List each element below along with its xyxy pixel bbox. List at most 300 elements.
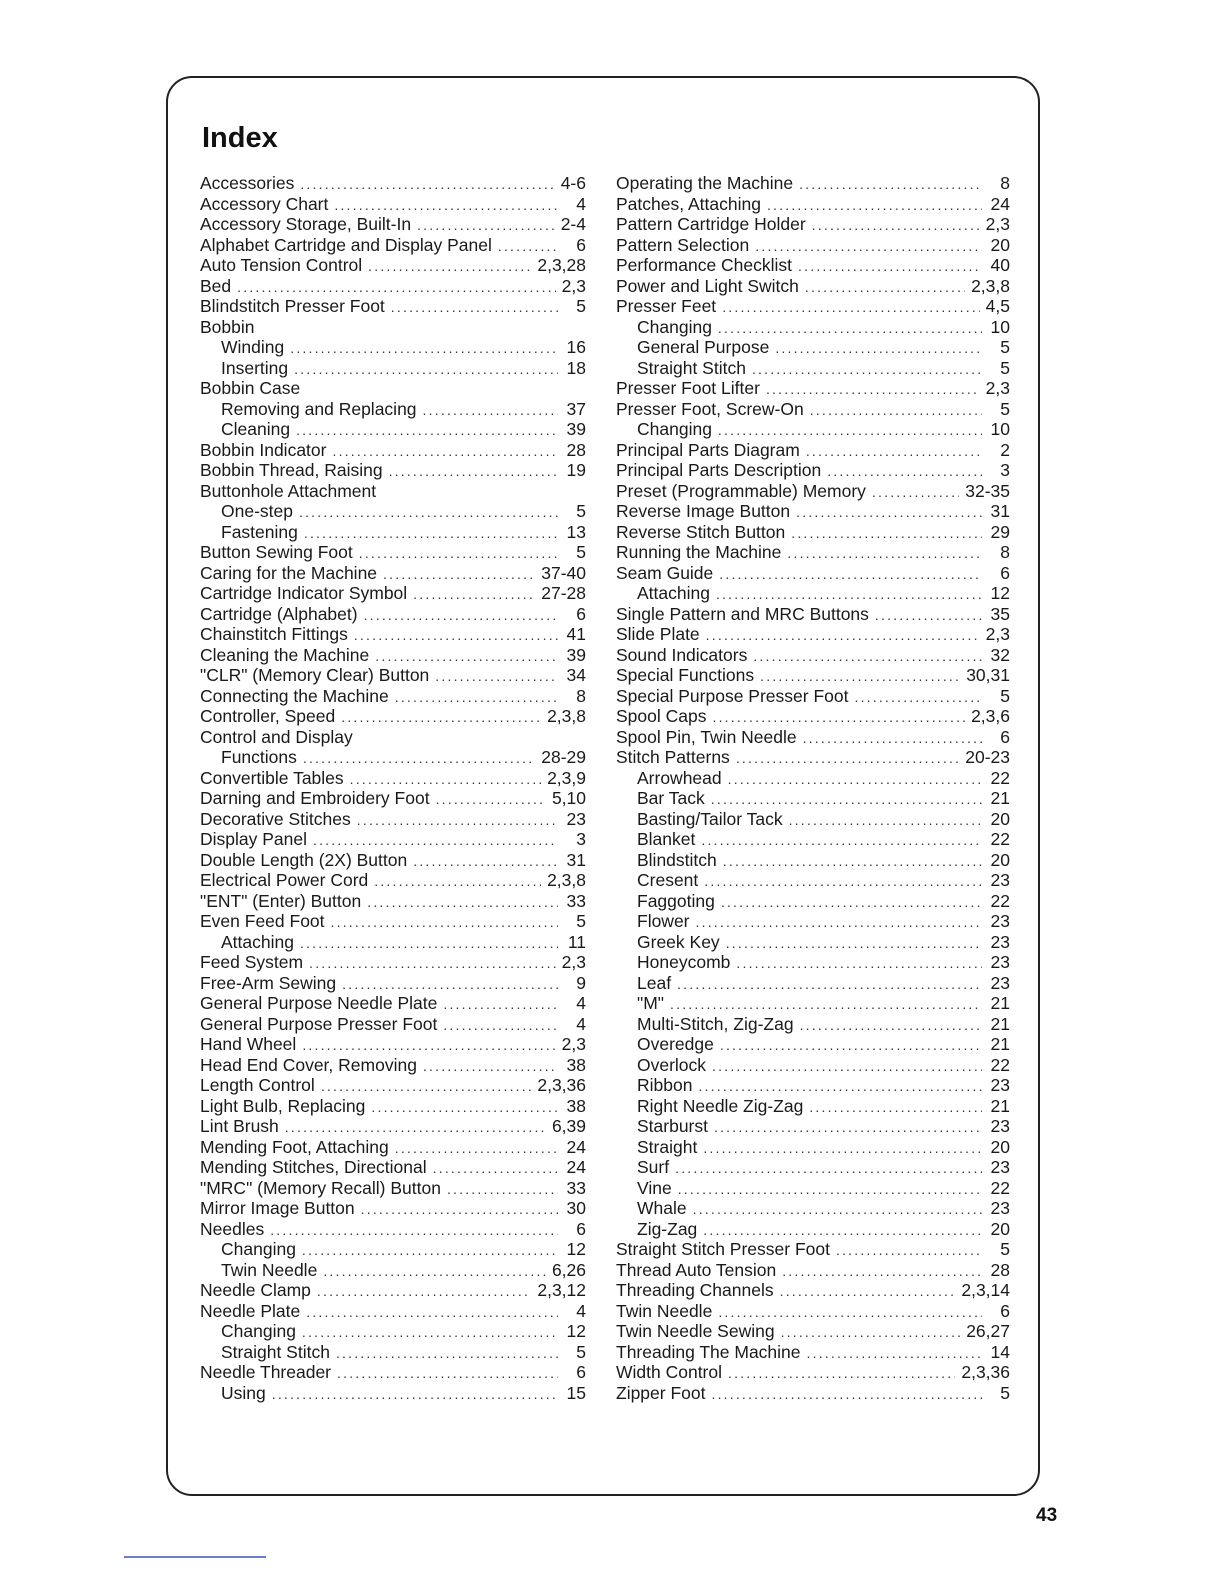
index-entry-page: 27-28 (541, 583, 586, 603)
index-entry-label: Blindstitch Presser Foot (200, 296, 385, 316)
index-entry-page: 12 (990, 583, 1010, 603)
index-entry (200, 829, 586, 850)
index-entry (616, 1280, 1010, 1301)
dot-leader (270, 1220, 558, 1241)
index-entry-page: 15 (566, 1382, 586, 1403)
dot-leader (807, 1343, 982, 1364)
index-entry-label: Needle Threader (200, 1362, 332, 1382)
index-entry-label: Blindstitch (637, 849, 717, 870)
index-entry (616, 522, 1010, 543)
index-entry (616, 686, 1010, 707)
index-entry (200, 276, 586, 297)
index-entry-page: 11 (567, 931, 586, 952)
index-entry (616, 624, 1010, 645)
index-entry-label: Control and Display (200, 726, 353, 747)
index-entry-page: 2 (1000, 439, 1010, 460)
index-entry-page: 5 (1000, 398, 1010, 419)
dot-leader (799, 174, 982, 195)
index-entry (200, 727, 586, 748)
index-entry-page: 39 (566, 419, 586, 439)
index-entry-label: Electrical Power Cord (200, 870, 369, 890)
index-entry-label: Controller, Speed (200, 706, 336, 726)
index-entry (200, 870, 586, 891)
index-subentry (200, 522, 586, 543)
dot-leader (375, 646, 558, 667)
index-entry-page: 6,39 (551, 1116, 586, 1136)
dot-leader (781, 1322, 961, 1343)
index-subentry (616, 973, 1010, 994)
dot-leader (736, 748, 959, 769)
index-entry (616, 563, 1010, 584)
index-entry (616, 296, 1010, 317)
index-entry (200, 1096, 586, 1117)
index-subentry (616, 583, 1010, 604)
index-entry (200, 1157, 586, 1178)
dot-leader (836, 1240, 982, 1261)
index-entry-page: 41 (566, 624, 586, 644)
dot-leader (337, 1363, 558, 1384)
index-subentry (200, 1260, 586, 1281)
index-subentry (616, 1198, 1010, 1219)
index-entry-label: Surf (637, 1157, 670, 1177)
index-entry-page: 4-6 (560, 173, 586, 193)
index-entry-page: 5 (576, 501, 586, 521)
index-entry-label: Light Bulb, Replacing (200, 1095, 366, 1116)
dot-leader (701, 830, 982, 851)
dot-leader (854, 687, 982, 708)
dot-leader (300, 174, 554, 195)
index-entry-page: 2,3,8 (547, 870, 586, 890)
index-entry-page: 19 (566, 460, 586, 480)
dot-leader (809, 1097, 982, 1118)
index-entry-label: Display Panel (200, 829, 307, 849)
index-entry (616, 604, 1010, 625)
dot-leader (767, 195, 982, 216)
index-subentry (616, 809, 1010, 830)
dot-leader (423, 400, 558, 421)
index-entry-page: 5 (1000, 685, 1010, 706)
index-entry-page: 2,3,36 (537, 1075, 586, 1095)
dot-leader (782, 1261, 982, 1282)
index-entry (200, 706, 586, 727)
index-entry (200, 665, 586, 686)
index-entry-page: 22 (990, 1054, 1010, 1075)
index-entry-page: 21 (990, 1013, 1010, 1034)
index-entry-page: 6 (1000, 726, 1010, 747)
index-entry-page: 6 (576, 1362, 586, 1382)
dot-leader (706, 625, 980, 646)
dot-leader (391, 297, 558, 318)
dot-leader (313, 830, 558, 851)
index-entry-label: Seam Guide (616, 562, 714, 583)
index-entry-label: Presser Feet (616, 296, 717, 316)
index-entry (200, 214, 586, 235)
index-entry-label: Twin Needle (616, 1300, 713, 1321)
index-entry-label: Changing (221, 1239, 296, 1259)
dot-leader (728, 769, 982, 790)
index-entry (200, 645, 586, 666)
index-entry (200, 542, 586, 563)
index-entry-label: Zipper Foot (616, 1382, 706, 1403)
index-entry-label: Auto Tension Control (200, 255, 363, 275)
index-entry-page: 10 (990, 316, 1010, 337)
dot-leader (678, 1179, 982, 1200)
index-entry-label: Straight Stitch (221, 1341, 330, 1362)
index-entry-label: General Purpose Presser Foot (200, 1013, 438, 1034)
index-entry-page: 38 (566, 1095, 586, 1116)
index-entry (200, 911, 586, 932)
dot-leader (798, 256, 982, 277)
index-entry-label: Convertible Tables (200, 767, 344, 788)
dot-leader (703, 1138, 982, 1159)
index-entry (200, 1280, 586, 1301)
index-entry-page: 20-23 (965, 747, 1010, 767)
index-entry (616, 747, 1010, 768)
dot-leader (755, 236, 982, 257)
index-subentry (616, 952, 1010, 973)
dot-leader (302, 1240, 558, 1261)
index-entry (200, 460, 586, 481)
index-entry-label: One-step (221, 501, 293, 521)
index-entry (616, 255, 1010, 276)
index-entry-page: 2,3 (561, 1034, 586, 1054)
index-entry-page: 22 (990, 767, 1010, 788)
index-entry-page: 2,3,6 (971, 706, 1010, 726)
dot-leader (371, 1097, 558, 1118)
index-entry-label: Ribbon (637, 1075, 693, 1095)
index-entry-label: Caring for the Machine (200, 562, 378, 583)
index-entry-label: General Purpose (637, 337, 770, 357)
dot-leader (309, 953, 556, 974)
index-entry (616, 440, 1010, 461)
index-entry-label: Lint Brush (200, 1116, 279, 1136)
index-entry-page: 23 (990, 952, 1010, 972)
dot-leader (413, 584, 535, 605)
index-entry-label: Decorative Stitches (200, 808, 351, 829)
index-subentry (616, 1096, 1010, 1117)
index-entry (616, 1260, 1010, 1281)
index-entry (200, 1075, 586, 1096)
index-entry-page: 10 (990, 419, 1010, 439)
dot-leader (290, 338, 558, 359)
dot-leader (498, 236, 558, 257)
index-subentry (616, 1034, 1010, 1055)
index-entry-label: Greek Key (637, 931, 720, 952)
decorative-underline (124, 1556, 266, 1558)
index-entry-page: 20 (990, 1218, 1010, 1239)
index-entry (200, 768, 586, 789)
index-entry-page: 26,27 (966, 1321, 1010, 1341)
dot-leader (354, 625, 558, 646)
dot-leader (720, 1035, 982, 1056)
dot-leader (718, 1302, 982, 1323)
index-entry-label: Straight Stitch Presser Foot (616, 1239, 830, 1259)
index-entry-page: 6 (1000, 1300, 1010, 1321)
dot-leader (711, 1384, 982, 1405)
dot-leader (719, 564, 982, 585)
index-entry (200, 1014, 586, 1035)
index-entry-label: Multi-Stitch, Zig-Zag (637, 1013, 794, 1034)
index-entry (616, 645, 1010, 666)
index-entry-label: Overlock (637, 1054, 707, 1075)
index-entry-label: Changing (637, 419, 712, 439)
index-entry-page: 2,3,8 (547, 706, 586, 726)
index-entry-page: 4 (576, 193, 586, 214)
dot-leader (237, 277, 556, 298)
index-subentry (616, 788, 1010, 809)
dot-leader (342, 974, 558, 995)
index-entry (616, 460, 1010, 481)
index-entry-label: Chainstitch Fittings (200, 624, 348, 644)
index-entry-page: 2,3 (561, 275, 586, 296)
index-entry-page: 2,3,14 (961, 1280, 1010, 1300)
index-entry-label: Basting/Tailor Tack (637, 808, 783, 829)
dot-leader (752, 359, 982, 380)
index-entry-page: 5 (1000, 357, 1010, 378)
dot-leader (332, 441, 558, 462)
index-entry (200, 809, 586, 830)
index-entry-page: 23 (990, 1075, 1010, 1095)
index-entry (616, 276, 1010, 297)
index-entry (616, 1239, 1010, 1260)
index-entry-page: 22 (990, 1177, 1010, 1198)
index-entry (200, 378, 586, 399)
index-entry (616, 235, 1010, 256)
index-entry-page: 23 (990, 1116, 1010, 1136)
dot-leader (704, 871, 982, 892)
index-entry-page: 2,3,8 (971, 275, 1010, 296)
dot-leader (805, 277, 965, 298)
index-entry-page: 3 (576, 829, 586, 849)
index-entry-label: Button Sewing Foot (200, 542, 353, 562)
index-entry-label: Stitch Patterns (616, 747, 730, 767)
index-subentry (616, 891, 1010, 912)
index-entry-label: Needles (200, 1218, 265, 1239)
index-entry-label: Hand Wheel (200, 1034, 297, 1054)
index-entry-label: Accessory Chart (200, 193, 329, 214)
index-entry-label: Performance Checklist (616, 255, 793, 275)
index-entry-label: Whale (637, 1198, 687, 1218)
page-number: 43 (1036, 1505, 1058, 1526)
dot-leader (350, 769, 541, 790)
index-entry (200, 1301, 586, 1322)
dot-leader (721, 892, 982, 913)
dot-leader (285, 1117, 546, 1138)
index-entry-label: Mending Stitches, Directional (200, 1157, 427, 1177)
index-entry-page: 23 (990, 972, 1010, 993)
dot-leader (780, 1281, 956, 1302)
index-entry-label: Running the Machine (616, 542, 782, 562)
index-entry (616, 1362, 1010, 1383)
index-entry-label: Straight (637, 1136, 698, 1157)
index-subentry (200, 747, 586, 768)
index-entry (616, 214, 1010, 235)
index-entry-label: Bed (200, 275, 232, 296)
index-entry-label: Flower (637, 911, 690, 931)
index-entry-page: 2,3,9 (547, 767, 586, 788)
index-entry-page: 5 (1000, 1382, 1010, 1403)
dot-leader (361, 1199, 558, 1220)
index-entry-label: Buttonhole Attachment (200, 480, 377, 501)
index-entry-page: 23 (990, 870, 1010, 890)
index-entry-page: 2,3 (985, 378, 1010, 398)
dot-leader (272, 1384, 558, 1405)
index-entry (200, 583, 586, 604)
index-subentry (200, 1383, 586, 1404)
index-entry-label: Cartridge Indicator Symbol (200, 583, 408, 603)
index-subentry (616, 337, 1010, 358)
index-entry-label: Twin Needle Sewing (616, 1321, 775, 1341)
index-entry (616, 665, 1010, 686)
index-subentry (616, 1219, 1010, 1240)
index-entry (616, 1342, 1010, 1363)
index-entry-page: 4,5 (985, 296, 1010, 316)
dot-leader (736, 953, 982, 974)
index-entry-page: 6 (1000, 562, 1010, 583)
index-entry (616, 727, 1010, 748)
dot-leader (367, 892, 558, 913)
dot-leader (443, 994, 558, 1015)
index-entry-label: Reverse Stitch Button (616, 521, 786, 542)
index-entry-label: Spool Caps (616, 706, 707, 726)
index-entry-page: 24 (566, 1136, 586, 1157)
index-entry-label: Length Control (200, 1075, 315, 1095)
index-entry (616, 173, 1010, 194)
index-subentry (616, 829, 1010, 850)
index-entry-label: Changing (637, 316, 712, 337)
dot-leader (872, 482, 959, 503)
index-subentry (200, 1342, 586, 1363)
index-column-left (200, 173, 586, 1403)
dot-leader (753, 646, 982, 667)
index-subentry (616, 1178, 1010, 1199)
index-entry-page: 23 (990, 911, 1010, 931)
index-entry (200, 235, 586, 256)
index-entry-label: Alphabet Cartridge and Display Panel (200, 234, 492, 255)
index-entry-label: Presser Foot Lifter (616, 378, 760, 398)
index-entry-page: 14 (990, 1341, 1010, 1362)
dot-leader (714, 1117, 982, 1138)
dot-leader (302, 1035, 555, 1056)
index-entry-label: Accessory Storage, Built-In (200, 214, 412, 234)
index-entry-page: 2-4 (560, 214, 586, 234)
index-entry-page: 28-29 (541, 747, 586, 767)
index-entry (200, 1219, 586, 1240)
index-subentry (616, 1116, 1010, 1137)
index-entry-label: Bobbin (200, 316, 255, 337)
index-entry-page: 13 (566, 521, 586, 542)
index-subentry (616, 419, 1010, 440)
index-entry-page: 22 (990, 890, 1010, 911)
index-entry-label: Starburst (637, 1116, 708, 1136)
index-entry-page: 24 (990, 193, 1010, 214)
index-entry-page: 22 (990, 829, 1010, 849)
index-entry-page: 31 (990, 501, 1010, 521)
index-entry-page: 23 (990, 1198, 1010, 1218)
dot-leader (711, 789, 982, 810)
index-entry-page: 23 (990, 931, 1010, 952)
index-entry (200, 891, 586, 912)
index-entry-page: 23 (990, 1157, 1010, 1177)
index-entry-page: 21 (990, 1034, 1010, 1054)
dot-leader (712, 707, 965, 728)
index-subentry (200, 932, 586, 953)
dot-leader (806, 441, 982, 462)
index-entry-page: 37 (566, 398, 586, 419)
index-entry (200, 1055, 586, 1076)
index-entry-label: "CLR" (Memory Clear) Button (200, 665, 430, 685)
index-entry-page: 5 (576, 911, 586, 931)
dot-leader (789, 810, 982, 831)
index-entry-label: Threading Channels (616, 1280, 774, 1300)
dot-leader (331, 912, 558, 933)
index-entry-page: 2,3,36 (961, 1362, 1010, 1382)
index-column-right (616, 173, 1010, 1403)
dot-leader (341, 707, 541, 728)
index-entry-page: 37-40 (541, 562, 586, 583)
index-entry-label: Free-Arm Sewing (200, 972, 337, 993)
index-entry-label: Removing and Replacing (221, 398, 417, 419)
index-entry-label: Pattern Cartridge Holder (616, 214, 806, 234)
dot-leader (299, 502, 558, 523)
index-entry-page: 8 (576, 685, 586, 706)
index-entry-label: Honeycomb (637, 952, 731, 972)
dot-leader (698, 1076, 982, 1097)
dot-leader (675, 1158, 982, 1179)
index-entry-page: 20 (990, 234, 1010, 255)
index-entry (200, 686, 586, 707)
index-subentry (616, 358, 1010, 379)
index-entry-page: 38 (566, 1054, 586, 1075)
dot-leader (334, 195, 558, 216)
index-entry-page: 9 (576, 972, 586, 993)
index-entry-page: 21 (990, 788, 1010, 808)
index-entry (200, 1178, 586, 1199)
index-entry-page: 28 (566, 439, 586, 460)
index-subentry (616, 1055, 1010, 1076)
index-entry (200, 255, 586, 276)
index-entry (200, 173, 586, 194)
index-entry (200, 1198, 586, 1219)
index-entry (200, 973, 586, 994)
index-entry (616, 399, 1010, 420)
dot-leader (413, 851, 558, 872)
index-entry-label: Inserting (221, 357, 289, 378)
index-entry-label: Needle Clamp (200, 1280, 311, 1300)
index-entry-page: 5 (1000, 337, 1010, 357)
index-entry-page: 33 (566, 890, 586, 911)
index-entry (616, 706, 1010, 727)
index-entry-label: Winding (221, 337, 285, 357)
index-entry-label: Feed System (200, 952, 304, 972)
index-entry-label: Accessories (200, 173, 295, 193)
index-entry-label: Sound Indicators (616, 644, 748, 665)
index-entry-page: 28 (990, 1259, 1010, 1280)
index-entry-page: 5 (576, 296, 586, 316)
index-entry-page: 20 (990, 808, 1010, 829)
index-entry (200, 194, 586, 215)
index-entry-label: Power and Light Switch (616, 275, 799, 296)
dot-leader (812, 215, 980, 236)
dot-leader (696, 912, 982, 933)
index-entry (200, 850, 586, 871)
index-entry-label: Right Needle Zig-Zag (637, 1095, 804, 1116)
dot-leader (321, 1076, 532, 1097)
dot-leader (693, 1199, 982, 1220)
dot-leader (417, 215, 555, 236)
index-entry-label: Darning and Embroidery Foot (200, 788, 430, 808)
index-entry-page: 2,3,12 (537, 1280, 586, 1300)
